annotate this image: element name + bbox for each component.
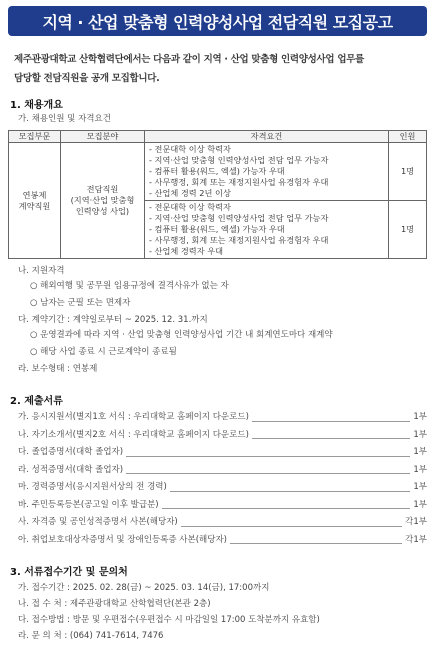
qualification-item: - 컴퓨터 활용(워드, 엑셀) 가능자 우대 <box>149 224 285 234</box>
subheading-contract-period: 다. 계약기간 : 계약일로부터 ~ 2025. 12. 31.까지 <box>18 315 208 325</box>
document-item: 바. 주민등록등본(공고일 이후 발급분) 1부 <box>18 497 427 515</box>
qualification-item: - 지역·산업 맞춤형 인력양성사업 전담 업무 가능자 <box>149 155 329 165</box>
qualification-item: - 전문대학 이상 학력자 <box>149 144 231 154</box>
subheading-positions: 가. 채용인원 및 자격요건 <box>18 114 111 124</box>
eligibility-item: ○ 남자는 군필 또는 면제자 <box>30 298 131 308</box>
intro-paragraph <box>8 50 427 88</box>
qualification-item: - 산업체 경력 2년 이상 <box>149 188 231 198</box>
requirements-table <box>8 130 427 259</box>
eligibility-item: ○ 해외여행 및 공무원 임용규정에 결격사유가 없는 자 <box>30 281 229 291</box>
section-heading-application: 3. 서류접수기간 및 문의처 <box>10 567 128 578</box>
table-header: 모집분야 <box>61 131 145 143</box>
page-title: 지역 · 산업 맞춤형 인력양성사업 전담직원 모집공고 <box>42 12 393 32</box>
document-item: 나. 자기소개서(별지2호 서식 : 우리대학교 홈페이지 다운로드) 1부 <box>18 427 427 445</box>
qualification-item: - 지역·산업 맞춤형 인력양성사업 전담 업무 가능자 <box>149 213 329 223</box>
headcount-cell: 1명 <box>389 143 427 201</box>
headcount-cell: 1명 <box>389 201 427 259</box>
contract-item: ○ 운영결과에 따라 지역 · 산업 맞춤형 인력양성사업 기간 내 회계연도마다 재계약 <box>30 330 333 340</box>
subheading-pay-type: 라. 보수형태 : 연봉제 <box>18 364 98 374</box>
subheading-eligibility: 나. 지원자격 <box>18 266 65 276</box>
qualification-item: - 컴퓨터 활용(워드, 엑셀) 가능자 우대 <box>149 166 285 176</box>
table-header: 자격요건 <box>145 131 389 143</box>
eligibility-block <box>8 265 427 376</box>
field-cell: 전담직원 (지역·산업 맞춤형 인력양성 사업) <box>61 143 145 259</box>
document-item: 가. 응시지원서(별지1호 서식 : 우리대학교 홈페이지 다운로드) 1부 <box>18 409 427 427</box>
category-cell: 연봉제 계약직원 <box>9 143 61 259</box>
document-item: 다. 졸업증명서(대학 졸업자) 1부 <box>18 444 427 462</box>
table-header: 인원 <box>389 131 427 143</box>
qualification-item: - 사무행정, 회계 또는 재정지원사업 유경험자 우대 <box>149 235 329 245</box>
application-item: 라. 문 의 처 : (064) 741-7614, 7476 <box>18 631 164 641</box>
qualifications-cell <box>145 143 389 201</box>
application-item: 가. 접수기간 : 2025. 02. 28(금) ~ 2025. 03. 14(금), 17:00까지 <box>18 583 270 593</box>
qualification-item: - 전문대학 이상 학력자 <box>149 202 231 212</box>
title-banner <box>8 6 427 36</box>
document-item: 마. 경력증명서(응시지원서상의 전 경력) 1부 <box>18 479 427 497</box>
table-header: 모집부문 <box>9 131 61 143</box>
document-item: 사. 자격증 및 공인성적증명서 사본(해당자) 각1부 <box>18 514 427 532</box>
section-heading-documents: 2. 제출서류 <box>10 396 63 407</box>
document-item: 아. 취업보호대상자증명서 및 장애인등록증 사본(해당자) 각1부 <box>18 532 427 550</box>
application-item: 다. 접수방법 : 방문 및 우편접수(우편접수 시 마감일일 17:00 도착분까지 유효함) <box>18 615 320 625</box>
qualification-item: - 산업체 경력자 우대 <box>149 246 224 256</box>
documents-list <box>8 409 427 549</box>
intro-line: 담당할 전담직원을 공개 모집합니다. <box>14 73 160 84</box>
intro-line: 제주관광대학교 산학협력단에서는 다음과 같이 지역 · 산업 맞춤형 인력양성사업 업무를 <box>14 54 364 65</box>
contract-item: ○ 해당 사업 종료 시 근로계약이 종료됨 <box>30 347 177 357</box>
application-item: 나. 접 수 처 : 제주관광대학교 산학협력단(본관 2층) <box>18 599 211 609</box>
application-info <box>8 580 427 644</box>
document-item: 라. 성적증명서(대학 졸업자) 1부 <box>18 462 427 480</box>
qualifications-cell <box>145 201 389 259</box>
qualification-item: - 사무행정, 회계 또는 재정지원사업 유경험자 우대 <box>149 177 329 187</box>
section-heading-recruitment: 1. 채용개요 <box>10 100 63 111</box>
